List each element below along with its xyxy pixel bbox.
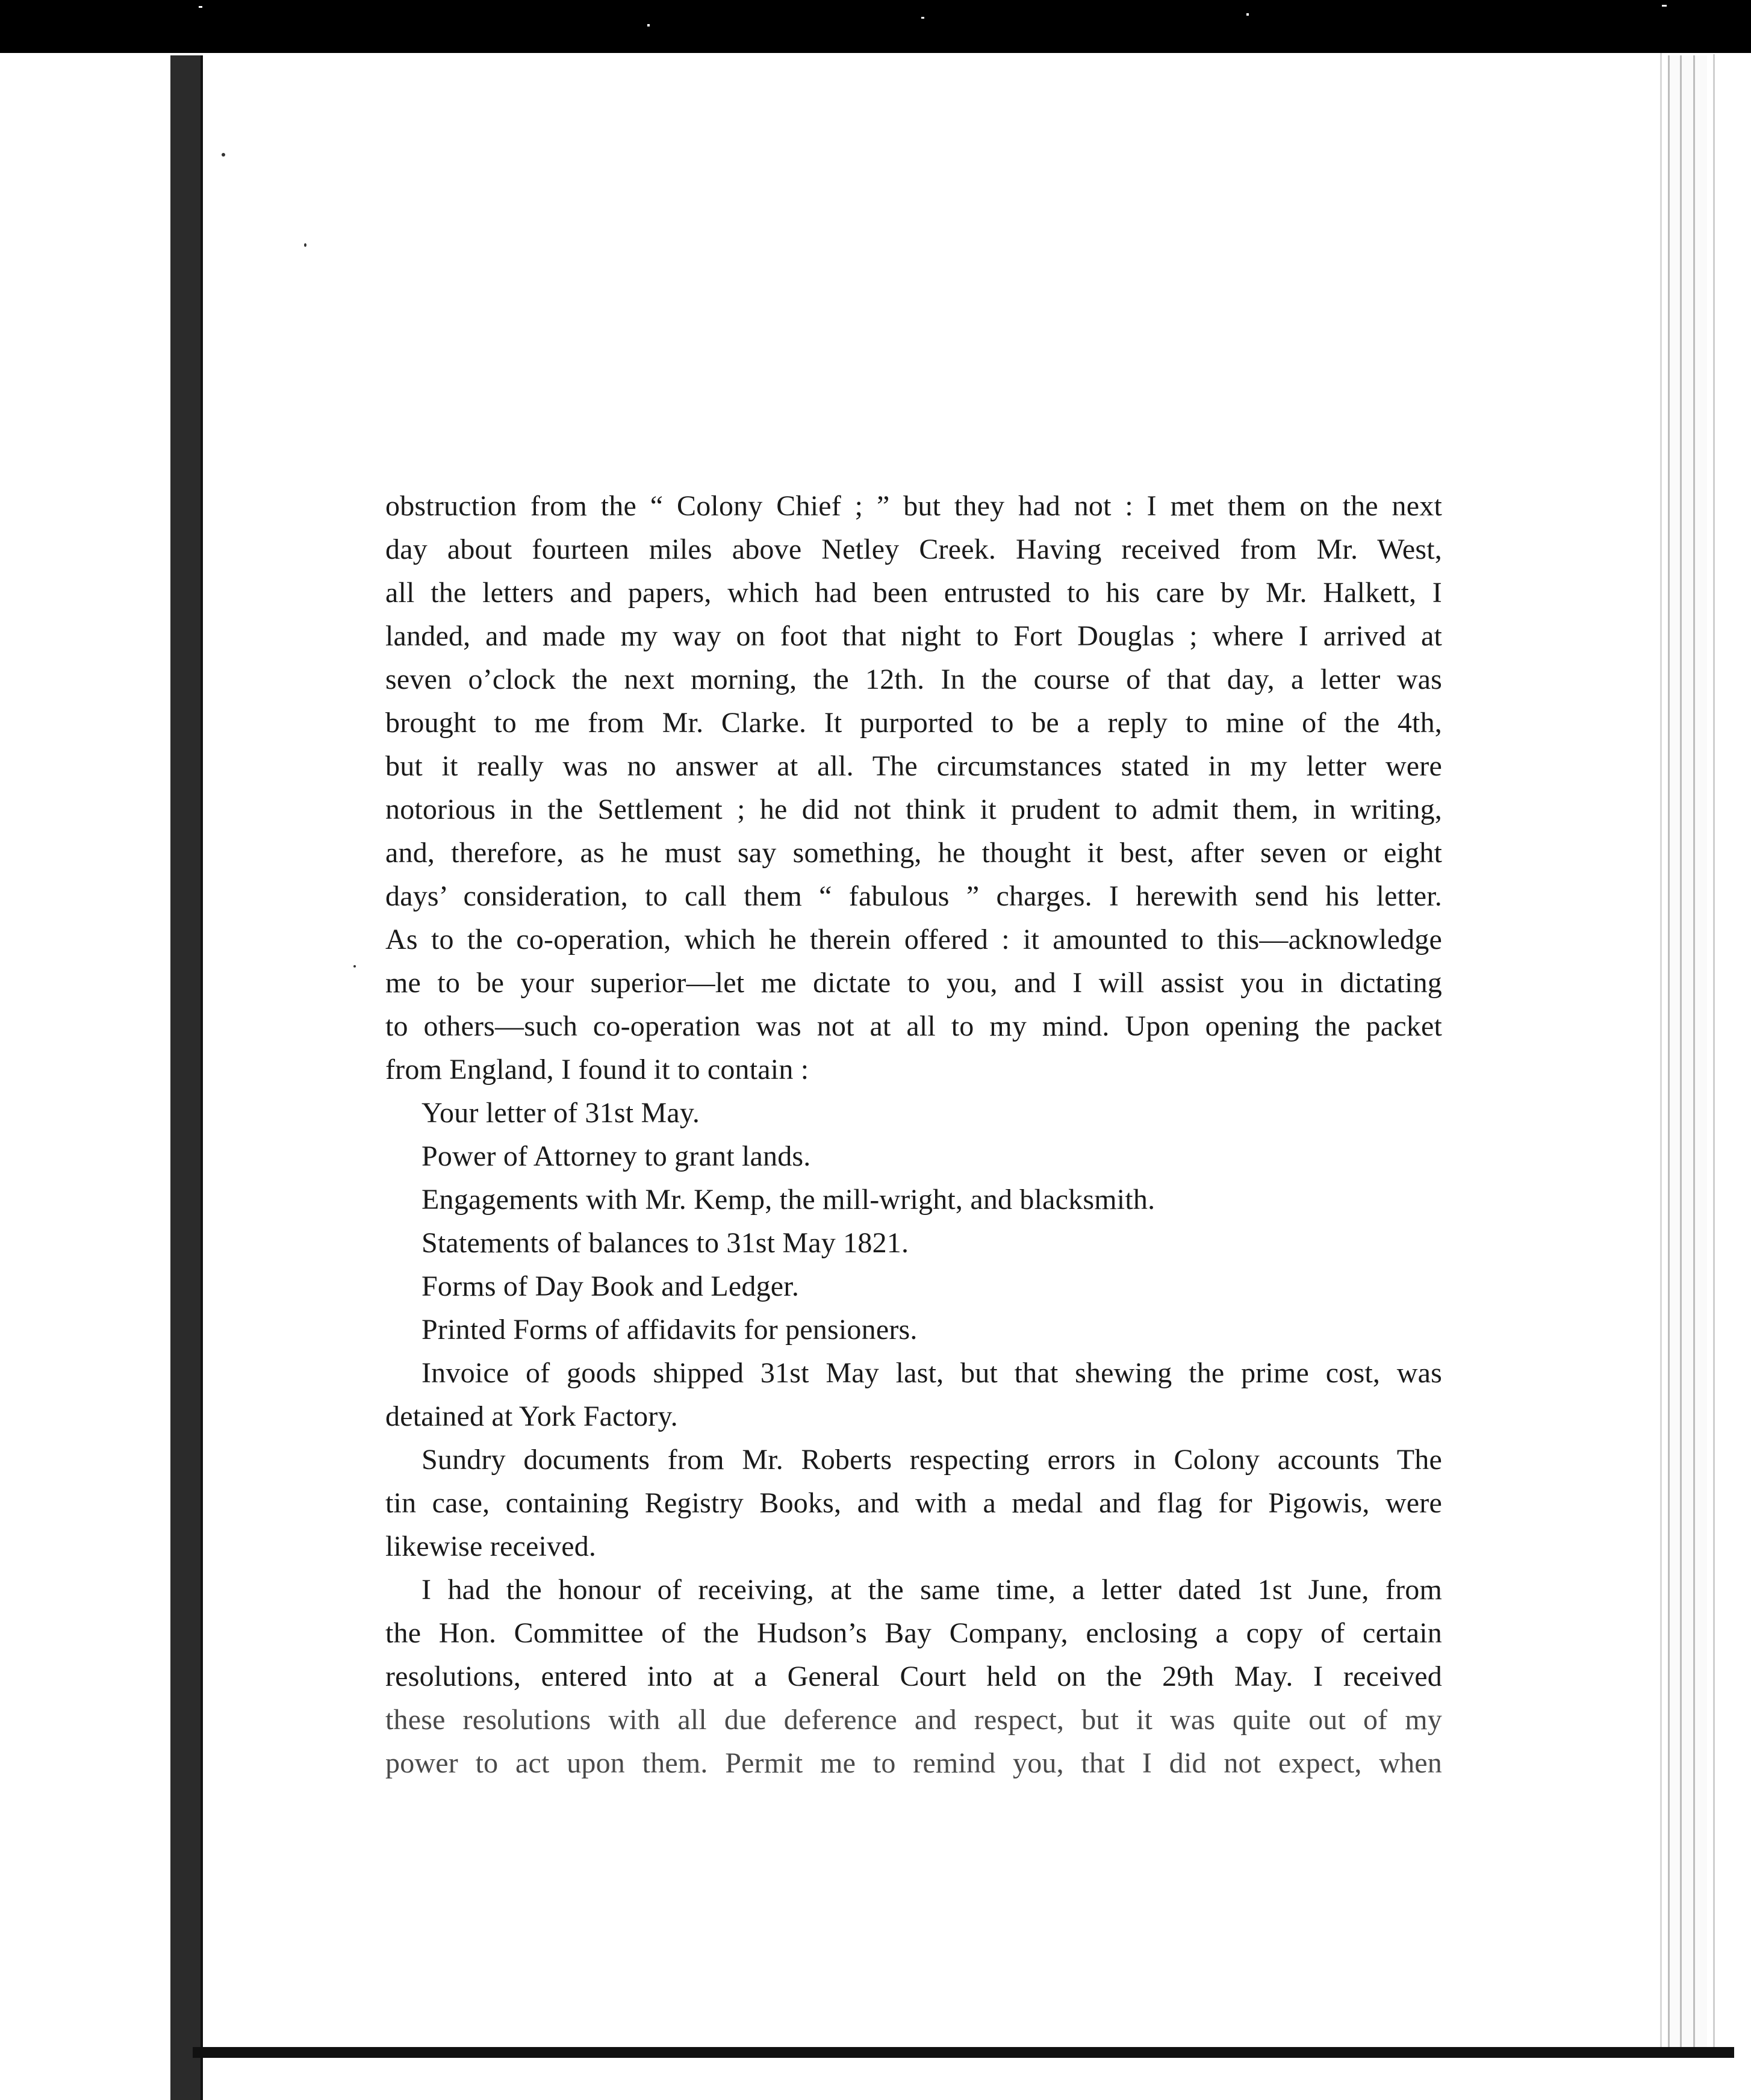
- right-margin: [1713, 54, 1751, 2100]
- page-edge-layer: [1693, 55, 1707, 2054]
- list-item: Statements of balances to 31st May 1821.: [421, 1227, 909, 1259]
- text-line: I had the honour of receiving, at the same time, a letter dated 1st June, from: [421, 1574, 1442, 1606]
- scan-speck: [647, 24, 650, 26]
- text-line: brought to me from Mr. Clarke. It purported to be a reply to mine of the 4th,: [385, 707, 1442, 739]
- text-line: to others—such co-operation was not at all to my mind. Upon opening the packet: [385, 1010, 1442, 1042]
- body-text: [385, 485, 1442, 1785]
- text-line: these resolutions with all due deference and respect, but it was quite out of my: [385, 1704, 1442, 1736]
- text-line: the Hon. Committee of the Hudson’s Bay Company, enclosing a copy of certain: [385, 1617, 1442, 1649]
- page-speck: [222, 153, 225, 157]
- text-line: day about fourteen miles above Netley Creek. Having received from Mr. West,: [385, 533, 1442, 565]
- text-line: but it really was no answer at all. The circumstances stated in my letter were: [385, 750, 1442, 782]
- list-item: Forms of Day Book and Ledger.: [421, 1270, 800, 1302]
- text-line: As to the co-operation, which he therein offered : it amounted to this—acknowledge: [385, 924, 1442, 955]
- list-item: Power of Attorney to grant lands.: [421, 1140, 811, 1172]
- text-line: detained at York Factory.: [385, 1400, 678, 1432]
- scan-speck: [921, 17, 924, 19]
- text-line: seven o’clock the next morning, the 12th. In the course of that day, a letter was: [385, 663, 1442, 695]
- text-line: tin case, containing Registry Books, and with a medal and flag for Pigowis, were: [385, 1487, 1442, 1519]
- scanner-top-band: [0, 0, 1751, 53]
- text-line: Sundry documents from Mr. Roberts respecting errors in Colony accounts The: [421, 1444, 1442, 1476]
- text-line: me to be your superior—let me dictate to you, and I will assist you in dictating: [385, 967, 1442, 999]
- list-item: Invoice of goods shipped 31st May last, but that shewing the prime cost, was: [421, 1357, 1442, 1389]
- text-line: likewise received.: [385, 1530, 597, 1562]
- text-line: notorious in the Settlement ; he did not think it prudent to admit them, in writing,: [385, 794, 1442, 825]
- page-speck: [353, 965, 356, 968]
- text-line: days’ consideration, to call them “ fabulous ” charges. I herewith send his letter.: [385, 880, 1442, 912]
- scan-speck: [199, 6, 202, 8]
- scan-speck: [1246, 13, 1249, 16]
- binding-strip: [170, 55, 201, 2100]
- page-bottom-shadow: [193, 2047, 1734, 2058]
- list-item: Printed Forms of affidavits for pensioners.: [421, 1314, 918, 1346]
- text-line: and, therefore, as he must say something, he thought it best, after seven or eight: [385, 837, 1442, 869]
- text-line: from England, I found it to contain :: [385, 1054, 809, 1086]
- list-item: Your letter of 31st May.: [421, 1097, 700, 1129]
- text-line: all the letters and papers, which had been entrusted to his care by Mr. Halkett, I: [385, 577, 1442, 609]
- text-line: landed, and made my way on foot that night to Fort Douglas ; where I arrived at: [385, 620, 1442, 652]
- page-speck: [304, 243, 306, 247]
- list-item: Engagements with Mr. Kemp, the mill-wright, and blacksmith.: [421, 1184, 1155, 1216]
- text-line: power to act upon them. Permit me to remind you, that I did not expect, when: [385, 1747, 1442, 1779]
- text-line: obstruction from the “ Colony Chief ; ” but they had not : I met them on the next: [385, 490, 1442, 522]
- text-line: resolutions, entered into at a General Court held on the 29th May. I received: [385, 1660, 1442, 1692]
- scan-speck: [1662, 5, 1667, 7]
